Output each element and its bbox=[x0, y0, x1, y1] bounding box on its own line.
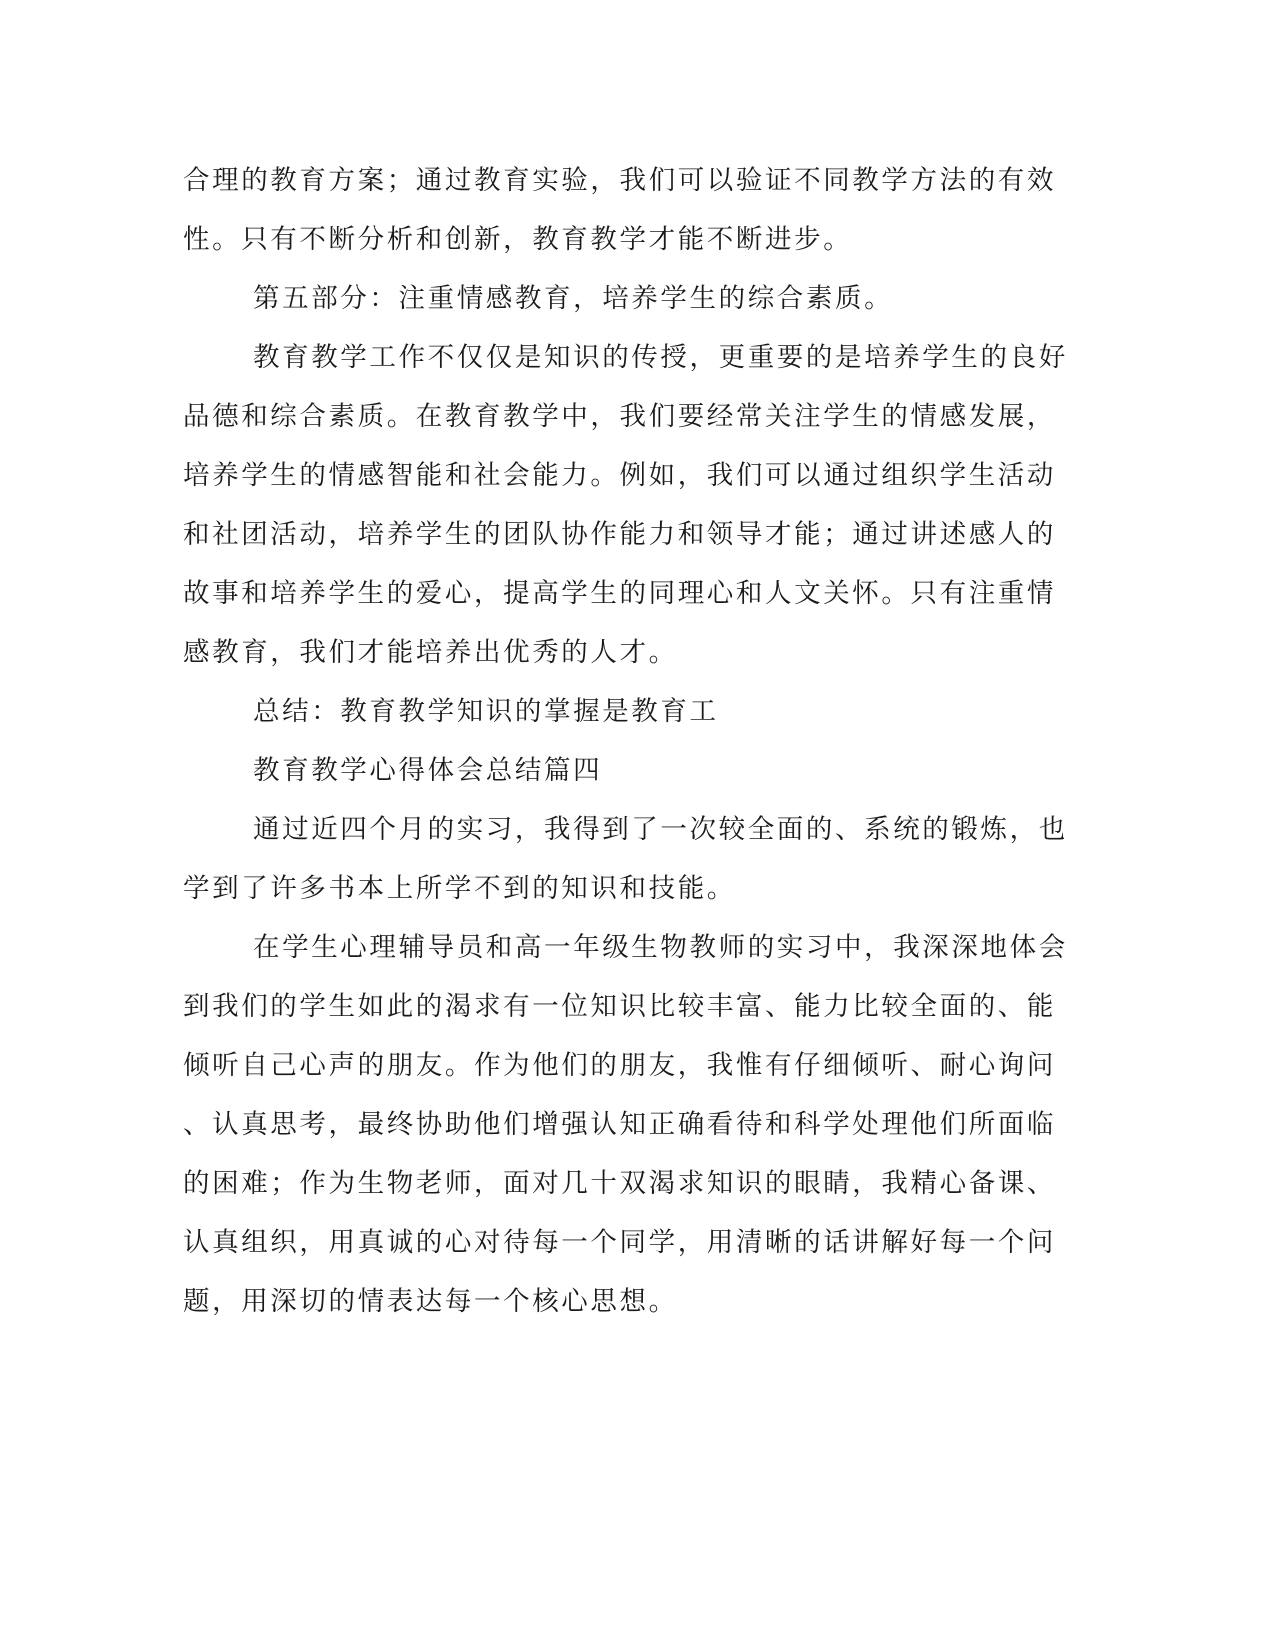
body-line: 性。只有不断分析和创新，教育教学才能不断进步。 bbox=[183, 224, 853, 255]
body-line: 、认真思考，最终协助他们增强认知正确看待和科学处理他们所面临 bbox=[183, 1109, 1056, 1140]
paragraph-start: 教育教学工作不仅仅是知识的传授，更重要的是培养学生的良好 bbox=[253, 342, 1068, 373]
body-line: 感教育，我们才能培养出优秀的人才。 bbox=[183, 637, 678, 668]
paragraph-start: 在学生心理辅导员和高一年级生物教师的实习中，我深深地体会 bbox=[253, 932, 1068, 963]
body-line: 题，用深切的情表达每一个核心思想。 bbox=[183, 1286, 678, 1317]
body-line: 认真组织，用真诚的心对待每一个同学，用清晰的话讲解好每一个问 bbox=[183, 1227, 1056, 1258]
body-line: 合理的教育方案；通过教育实验，我们可以验证不同教学方法的有效 bbox=[183, 165, 1056, 196]
body-line: 到我们的学生如此的渴求有一位知识比较丰富、能力比较全面的、能 bbox=[183, 991, 1056, 1022]
document-body bbox=[183, 158, 1103, 1338]
body-line: 品德和综合素质。在教育教学中，我们要经常关注学生的情感发展， bbox=[183, 401, 1056, 432]
section-heading: 第五部分：注重情感教育，培养学生的综合素质。 bbox=[253, 283, 894, 314]
article-title: 教育教学心得体会总结篇四 bbox=[253, 755, 603, 786]
body-line: 倾听自己心声的朋友。作为他们的朋友，我惟有仔细倾听、耐心询问 bbox=[183, 1050, 1056, 1081]
body-line: 和社团活动，培养学生的团队协作能力和领导才能；通过讲述感人的 bbox=[183, 519, 1056, 550]
body-line: 培养学生的情感智能和社会能力。例如，我们可以通过组织学生活动 bbox=[183, 460, 1056, 491]
paragraph-start: 通过近四个月的实习，我得到了一次较全面的、系统的锻炼，也 bbox=[253, 814, 1068, 845]
summary-line: 总结：教育教学知识的掌握是教育工 bbox=[253, 696, 719, 727]
body-line: 的困难；作为生物老师，面对几十双渴求知识的眼睛，我精心备课、 bbox=[183, 1168, 1056, 1199]
body-line: 学到了许多书本上所学不到的知识和技能。 bbox=[183, 873, 736, 904]
body-line: 故事和培养学生的爱心，提高学生的同理心和人文关怀。只有注重情 bbox=[183, 578, 1056, 609]
